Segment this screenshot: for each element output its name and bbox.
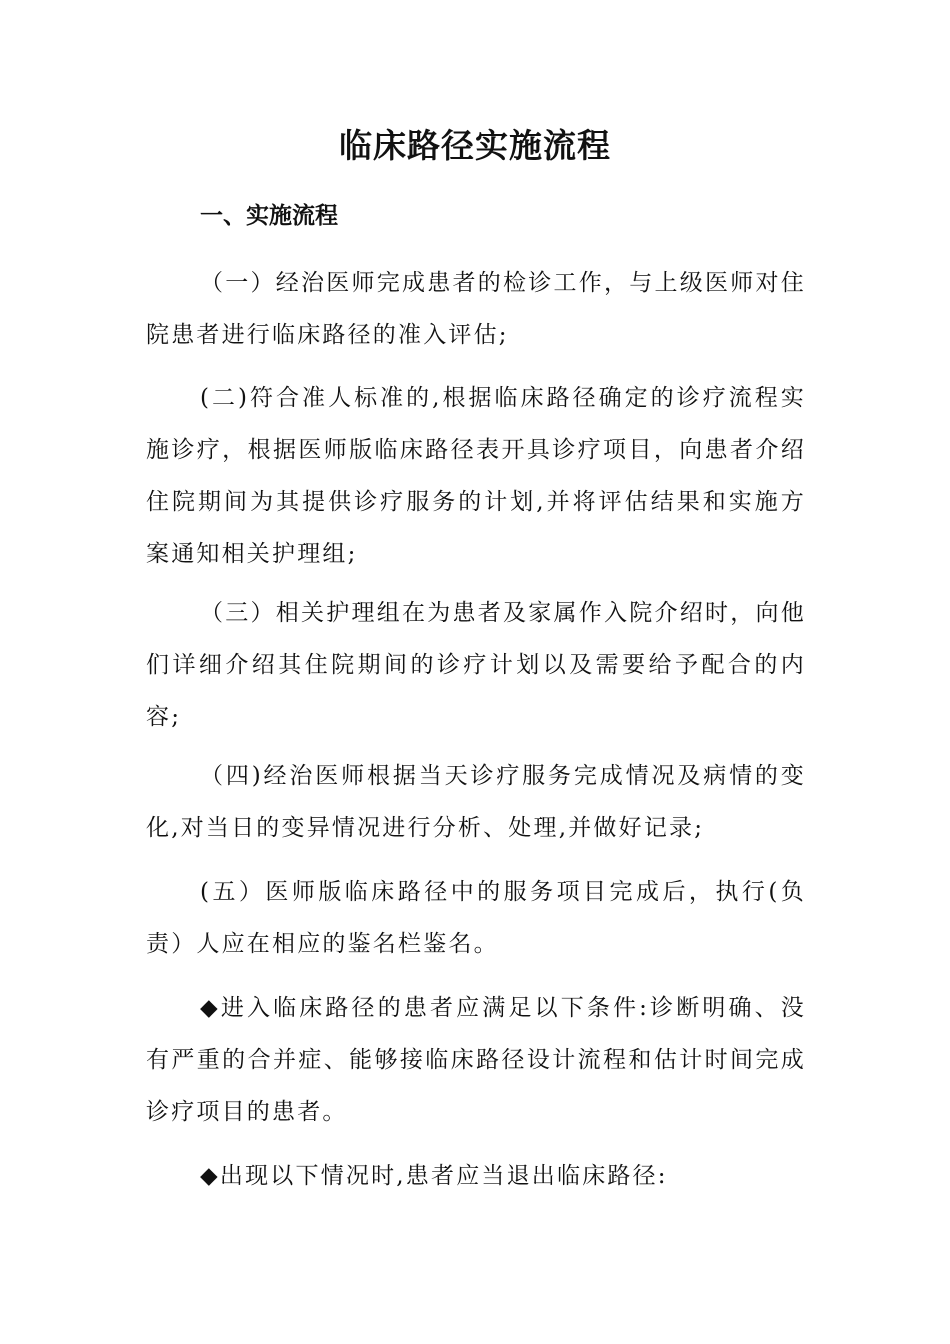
paragraph-step-4: （四)经治医师根据当天诊疗服务完成情况及病情的变化,对当日的变异情况进行分析、处理,并做好记录;	[146, 763, 806, 841]
paragraph-step-2: (二)符合准人标准的,根据临床路径确定的诊疗流程实施诊疗，根据医师版临床路径表开具诊疗项目，向患者介绍住院期间为其提供诊疗服务的计划,并将评估结果和实施方案通知相关护理组;	[146, 385, 806, 567]
paragraph-step-5: (五）医师版临床路径中的服务项目完成后，执行(负责）人应在相应的鉴名栏鉴名。	[146, 879, 806, 957]
paragraph-step-3: （三）相关护理组在为患者及家属作入院介绍时，向他们详细介绍其住院期间的诊疗计划以及需要给予配合的内容;	[146, 600, 806, 730]
page-title: 临床路径实施流程	[339, 126, 611, 165]
paragraph-entry-conditions: ◆进入临床路径的患者应满足以下条件:诊断明确、没有严重的合并症、能够接临床路径设计流程和估计时间完成诊疗项目的患者。	[146, 995, 806, 1125]
paragraph-exit-conditions: ◆出现以下情况时,患者应当退出临床路径:	[200, 1163, 668, 1189]
section-heading: 一、实施流程	[200, 203, 338, 229]
paragraph-step-1: （一）经治医师完成患者的检诊工作，与上级医师对住院患者进行临床路径的准入评估;	[146, 270, 806, 348]
